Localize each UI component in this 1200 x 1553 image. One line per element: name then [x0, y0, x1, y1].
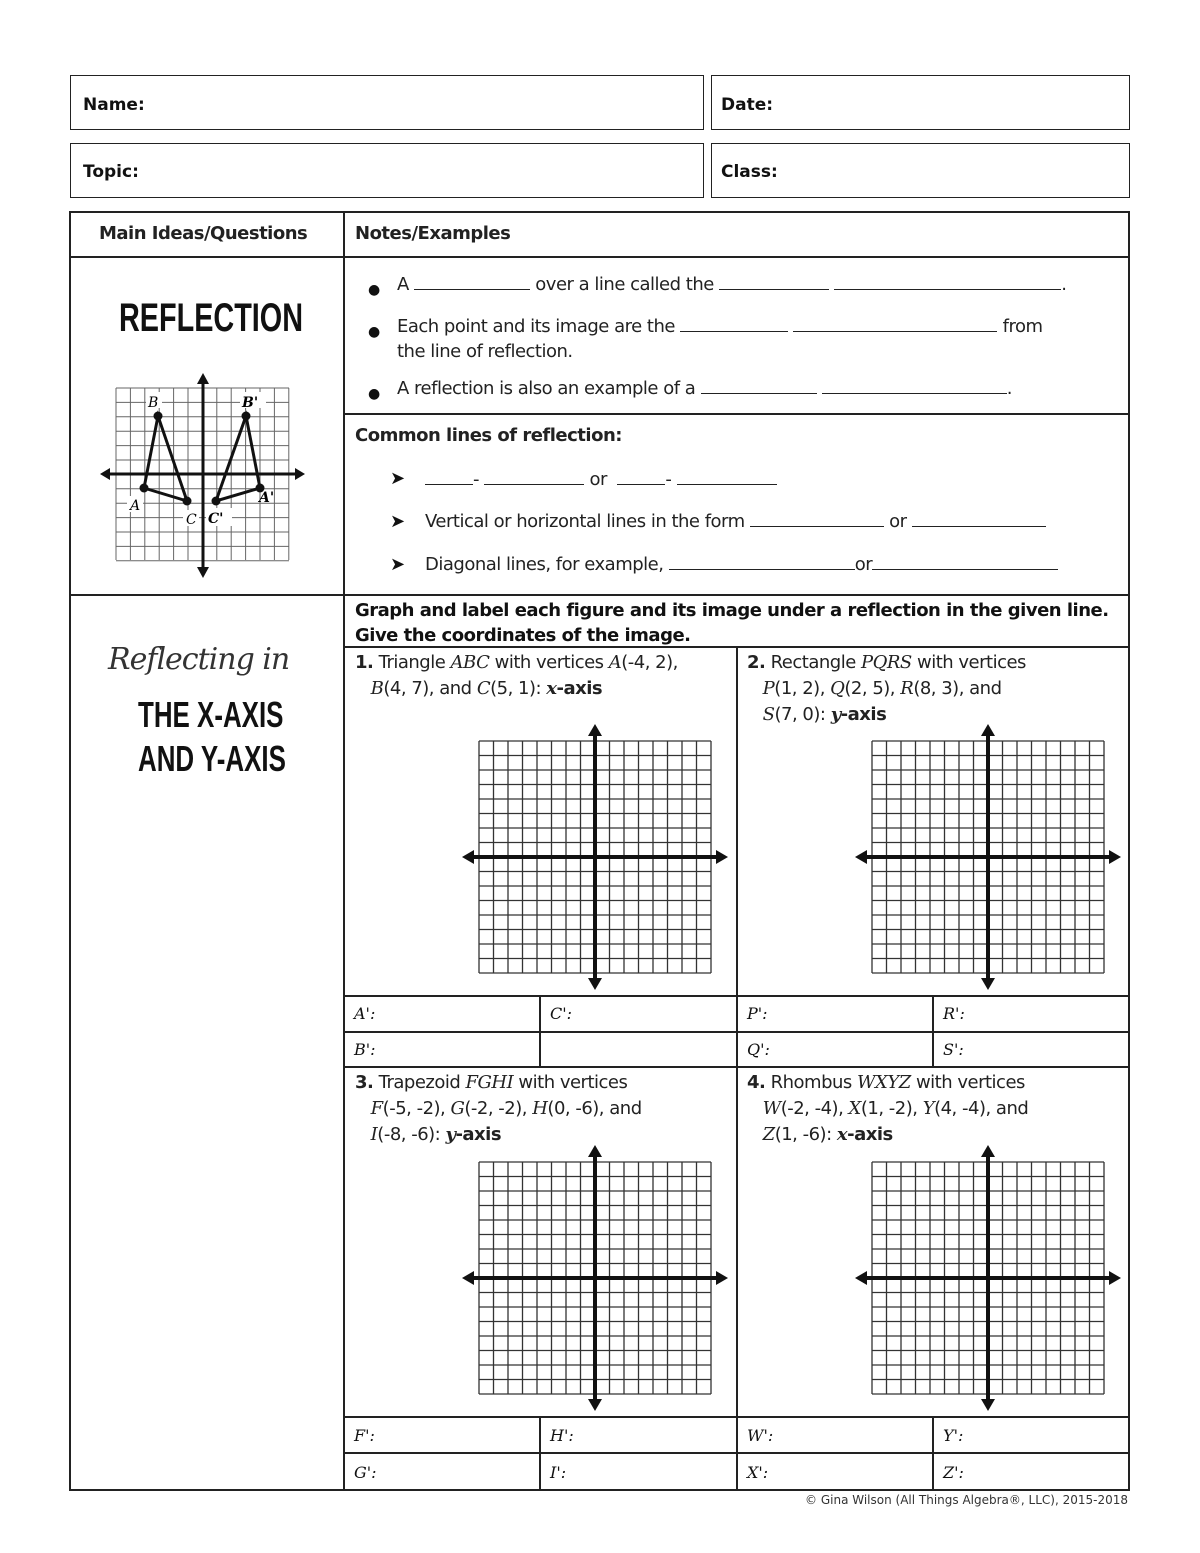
- answer-a-prime[interactable]: A':: [354, 1004, 376, 1023]
- common-lines-title: Common lines of reflection:: [355, 425, 622, 446]
- answer-w-prime[interactable]: W':: [747, 1426, 774, 1445]
- row-divider: [69, 594, 1130, 596]
- topic-label: Topic:: [83, 162, 139, 182]
- arrow-up-icon: [588, 1145, 602, 1157]
- answer-c-prime[interactable]: C':: [550, 1004, 573, 1023]
- bullet-icon: ●: [368, 324, 381, 340]
- problem-2-graph[interactable]: [853, 722, 1123, 992]
- common-line-2: Vertical or horizontal lines in the form or: [425, 511, 1046, 532]
- bullet-1: A over a line called the .: [397, 274, 1067, 295]
- arrow-up-icon: [588, 724, 602, 736]
- arrow-bullet-icon: ➤: [390, 554, 406, 575]
- date-field[interactable]: [711, 75, 1130, 130]
- label-b-prime: B': [242, 395, 259, 411]
- answer-q-prime[interactable]: Q':: [747, 1040, 770, 1059]
- name-field[interactable]: [70, 75, 704, 130]
- arrow-down-icon: [981, 978, 995, 990]
- answer-r-prime[interactable]: R':: [943, 1004, 965, 1023]
- answer-z-prime[interactable]: Z':: [943, 1463, 964, 1482]
- column-divider: [932, 1416, 934, 1491]
- answer-f-prime[interactable]: F':: [354, 1426, 375, 1445]
- answer-x-prime[interactable]: X':: [747, 1463, 769, 1482]
- arrow-left-icon: [462, 850, 474, 864]
- answer-h-prime[interactable]: H':: [550, 1426, 574, 1445]
- section2-title-line2: AND Y-AXIS: [138, 738, 286, 779]
- row-divider: [343, 1452, 1130, 1454]
- answer-g-prime[interactable]: G':: [354, 1463, 377, 1482]
- answer-s-prime[interactable]: S':: [943, 1040, 964, 1059]
- arrow-right-icon: [1109, 850, 1121, 864]
- reflection-title: REFLECTION: [119, 296, 303, 340]
- label-c: C: [186, 512, 197, 528]
- label-c-prime: C': [208, 511, 224, 527]
- arrow-left-icon: [462, 1271, 474, 1285]
- answer-y-prime[interactable]: Y':: [943, 1426, 964, 1445]
- bullet-2: Each point and its image are the from: [397, 316, 1043, 337]
- label-a-prime: A': [259, 490, 275, 506]
- problem-3-text: 3. Trapezoid FGHI with vertices F(-5, -2), G(-2, -2), H(0, -6), and I(-8, -6): y-axis: [355, 1072, 642, 1145]
- bullet-icon: ●: [368, 386, 381, 402]
- arrow-right-icon: [716, 850, 728, 864]
- row-divider: [343, 1416, 1130, 1418]
- common-line-1: - or -: [425, 469, 777, 490]
- class-label: Class:: [721, 162, 778, 182]
- column-divider: [539, 995, 541, 1067]
- arrow-bullet-icon: ➤: [390, 468, 406, 489]
- problem-4-graph[interactable]: [853, 1143, 1123, 1413]
- label-a: A: [130, 498, 141, 514]
- name-label: Name:: [83, 95, 145, 115]
- bullet-3: A reflection is also an example of a .: [397, 378, 1013, 399]
- arrow-down-icon: [588, 978, 602, 990]
- arrow-down-icon: [588, 1399, 602, 1411]
- column-divider: [932, 995, 934, 1067]
- answer-p-prime[interactable]: P':: [747, 1004, 768, 1023]
- date-label: Date:: [721, 95, 774, 115]
- row-divider: [69, 256, 1130, 258]
- row-divider: [343, 995, 1130, 997]
- arrow-right-icon: [716, 1271, 728, 1285]
- row-divider: [343, 1066, 1130, 1068]
- section2-title-line1: THE X-AXIS: [138, 694, 284, 735]
- column-divider: [539, 1416, 541, 1491]
- bullet-icon: ●: [368, 282, 381, 298]
- row-divider: [343, 413, 1130, 415]
- arrow-left-icon: [855, 850, 867, 864]
- problem-1-graph[interactable]: [460, 722, 730, 992]
- answer-b-prime[interactable]: B':: [354, 1040, 376, 1059]
- problem-2-text: 2. Rectangle PQRS with vertices P(1, 2), Q(2, 5), R(8, 3), and S(7, 0): y-axis: [747, 652, 1026, 725]
- problem-3-graph[interactable]: [460, 1143, 730, 1413]
- label-b: B: [148, 395, 159, 411]
- answer-i-prime[interactable]: I':: [550, 1463, 567, 1482]
- arrow-down-icon: [981, 1399, 995, 1411]
- arrow-up-icon: [981, 1145, 995, 1157]
- arrow-right-icon: [1109, 1271, 1121, 1285]
- column-divider: [736, 646, 738, 1491]
- arrow-bullet-icon: ➤: [390, 511, 406, 532]
- arrow-left-icon: [855, 1271, 867, 1285]
- topic-field[interactable]: [70, 143, 704, 198]
- copyright: © Gina Wilson (All Things Algebra®, LLC), 2015-2018: [805, 1493, 1128, 1507]
- reflecting-in-script: Reflecting in: [108, 642, 290, 677]
- row-divider: [343, 1031, 1130, 1033]
- bullet-2-line2: the line of reflection.: [397, 341, 573, 362]
- reflection-example-figure: [95, 370, 310, 585]
- problem-4-text: 4. Rhombus WXYZ with vertices W(-2, -4), X(1, -2), Y(4, -4), and Z(1, -6): x-axis: [747, 1072, 1029, 1145]
- arrow-up-icon: [981, 724, 995, 736]
- triangle-abc: [144, 416, 187, 501]
- main-ideas-header: Main Ideas/Questions: [99, 223, 308, 244]
- triangle-abc-image: [216, 416, 260, 501]
- instructions: Graph and label each figure and its image under a reflection in the given line. Give the coordinates of the image.: [355, 600, 1109, 646]
- common-line-3: Diagonal lines, for example, or: [425, 554, 1058, 575]
- problem-1-text: 1. Triangle ABC with vertices A(-4, 2), B(4, 7), and C(5, 1): x-axis: [355, 652, 678, 699]
- notes-header: Notes/Examples: [355, 223, 511, 244]
- column-divider: [343, 211, 345, 1491]
